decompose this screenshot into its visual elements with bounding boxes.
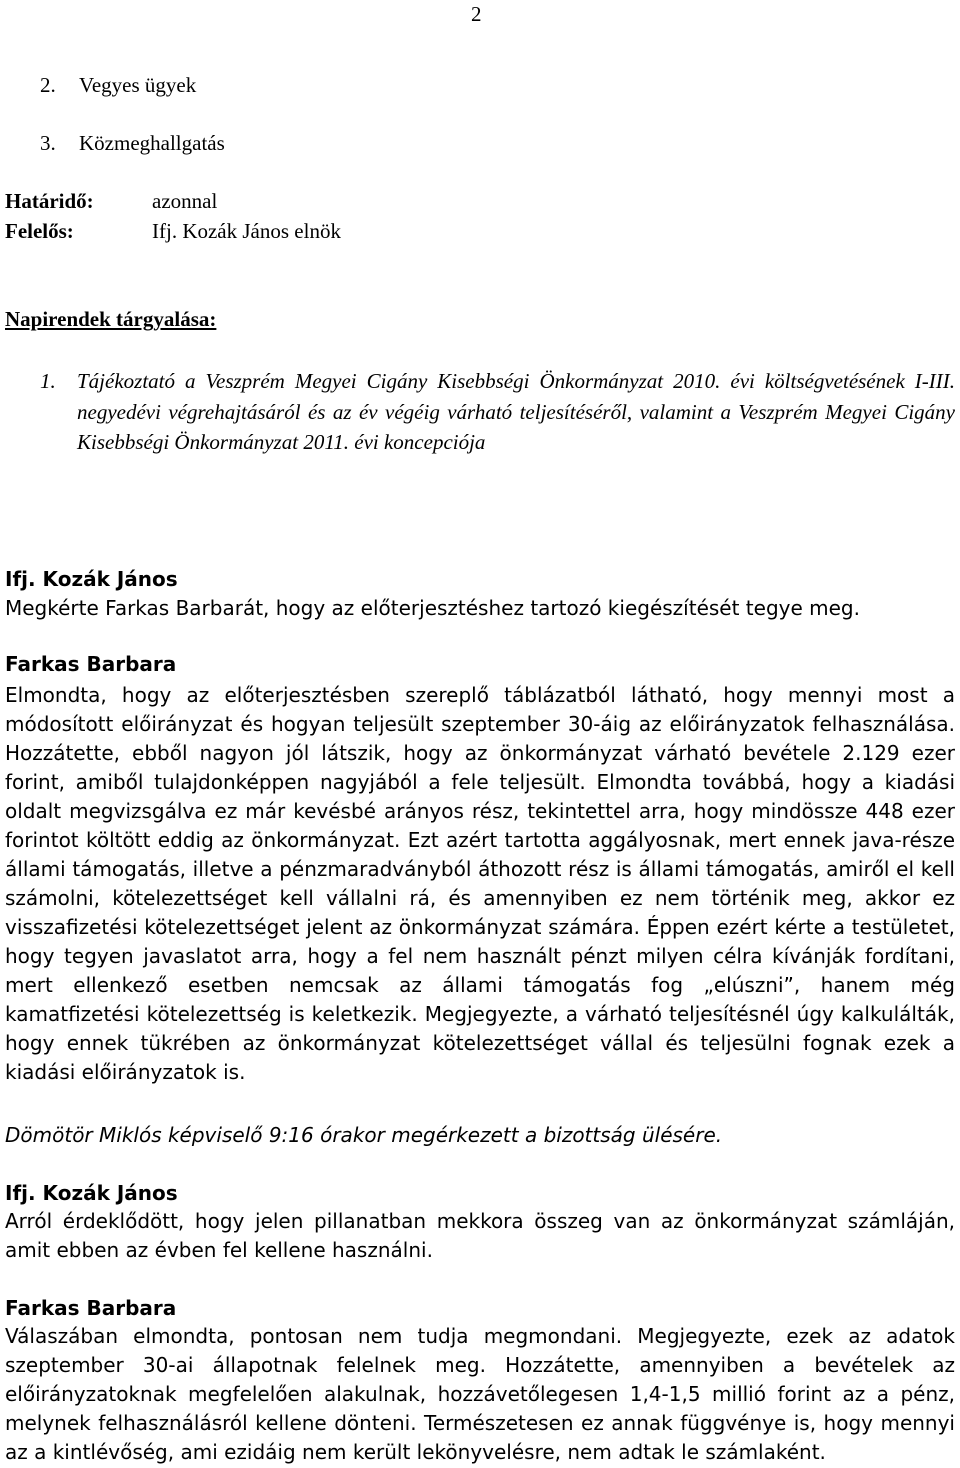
responsible-value: Ifj. Kozák János elnök: [152, 219, 341, 243]
paragraph-line: előirányzatoknak megfelelően alakulnak, hozzávetőlegesen 1,4-1,5 millió forint az a pénz,: [5, 1382, 955, 1406]
paragraph-line: Arról érdeklődött, hogy jelen pillanatban mekkora összeg van az önkormányzat számláján,: [5, 1209, 955, 1233]
numbered-item-vegyes-ugyek: [40, 73, 196, 98]
speech-paragraph: [5, 1207, 955, 1265]
numbered-item-kozmeghallgatas: [40, 131, 225, 156]
paragraph-line: Válaszában elmondta, pontosan nem tudja megmondani. Megjegyezte, ezek az adatok: [5, 1324, 955, 1348]
paragraph-line: számolni, kötelezettséget kell vállalni rá, és amennyiben ez nem történik meg, akkor ez: [5, 886, 955, 910]
paragraph-line: kiadási előirányzatok is.: [5, 1060, 246, 1084]
agenda-item: [40, 366, 955, 458]
item-number: 3.: [40, 131, 56, 155]
responsible-row: [5, 219, 341, 244]
paragraph-line: visszafizetési kötelezettséget jelent az önkormányzat számára. Éppen ezért kérte a testületet,: [5, 915, 955, 939]
speaker-name: Farkas Barbara: [5, 1296, 177, 1320]
item-number: 2.: [40, 73, 56, 97]
deadline-label: Határidő:: [5, 189, 94, 213]
paragraph-line: forint, amiből tulajdonképpen nagyjából a fele teljesült. Elmondta továbbá, hogy a kiadási: [5, 770, 955, 794]
paragraph-line: melynek felhasználásról kellene dönteni. Természetesen ez annak függvénye is, hogy mennyi: [5, 1411, 955, 1435]
deadline-value: azonnal: [152, 189, 218, 213]
speaker-name: Ifj. Kozák János: [5, 567, 178, 591]
paragraph-line: Megkérte Farkas Barbarát, hogy az előterjesztéshez tartozó kiegészítését tegye meg.: [5, 596, 860, 620]
paragraph-line: az a kintlévőség, ami ezidáig nem került lekönyvelésre, nem adtak le számlaként.: [5, 1440, 826, 1464]
paragraph-line: Hozzátette, ebből nagyon jól látszik, hogy az önkormányzat várható bevétele 2.129 ezer: [5, 741, 955, 765]
speech-paragraph: [5, 1322, 955, 1467]
agenda-item-title: Tájékoztató a Veszprém Megyei Cigány Kisebbségi Önkormányzat 2010. évi költségvetésének I-III. negyedévi végrehajtásáról és az év végéig várható teljesítéséről, valamint a Veszprém Megyei Cigány Kisebbségi Önkormányzat 2011. évi koncepciója: [77, 369, 955, 454]
item-text: Vegyes ügyek: [79, 73, 197, 97]
paragraph-line: amit ebben az évben fel kellene használni.: [5, 1238, 433, 1262]
paragraph-line: mert ellenkező esetben nemcsak az állami támogatás fog „elúszni”, hanem még: [5, 973, 955, 997]
paragraph-line: hogy tegyen javaslatot arra, hogy a fel nem használt pénzt milyen célra kívánják fordítani,: [5, 944, 955, 968]
speaker-name: Farkas Barbara: [5, 652, 177, 676]
paragraph-line: állami támogatás, illetve a pénzmaradványból áthozott rész is állami támogatás, amiről el kell: [5, 857, 955, 881]
speaker-name: Ifj. Kozák János: [5, 1181, 178, 1205]
speech-paragraph: [5, 681, 955, 1087]
paragraph-line: módosított előirányzat és hogyan teljesült szeptember 30-áig az előirányzatok felhasználása.: [5, 712, 955, 736]
responsible-label: Felelős:: [5, 219, 74, 243]
item-text: Közmeghallgatás: [79, 131, 225, 155]
paragraph-line: forintot költött eddig az önkormányzat. Ezt azért tartotta aggályosnak, mert ennek java-része: [5, 828, 955, 852]
arrival-note: Dömötör Miklós képviselő 9:16 órakor megérkezett a bizottság ülésére.: [5, 1123, 723, 1147]
paragraph-line: szeptember 30-ai állapotnak felelnek meg. Hozzátette, amennyiben a bevételek az: [5, 1353, 955, 1377]
paragraph-line: kamatfizetési kötelezettség is keletkezik. Megjegyezte, a várható teljesítésnél úgy kalkulálták,: [5, 1002, 955, 1026]
speech-paragraph: [5, 594, 955, 623]
agenda-item-number: 1.: [40, 369, 56, 393]
deadline-row: [5, 189, 217, 214]
paragraph-line: Elmondta, hogy az előterjesztésben szereplő táblázatból látható, hogy mennyi most a: [5, 683, 955, 707]
paragraph-line: oldalt megvizsgálva ez már kevésbé arányos rész, tekintettel arra, hogy mindössze 448 ezer: [5, 799, 955, 823]
agenda-heading: Napirendek tárgyalása:: [5, 307, 217, 331]
page-number: 2: [471, 2, 482, 26]
paragraph-line: hogy ennek tükrében az önkormányzat kötelezettséget vállal és teljesülni fognak ezek a: [5, 1031, 955, 1055]
